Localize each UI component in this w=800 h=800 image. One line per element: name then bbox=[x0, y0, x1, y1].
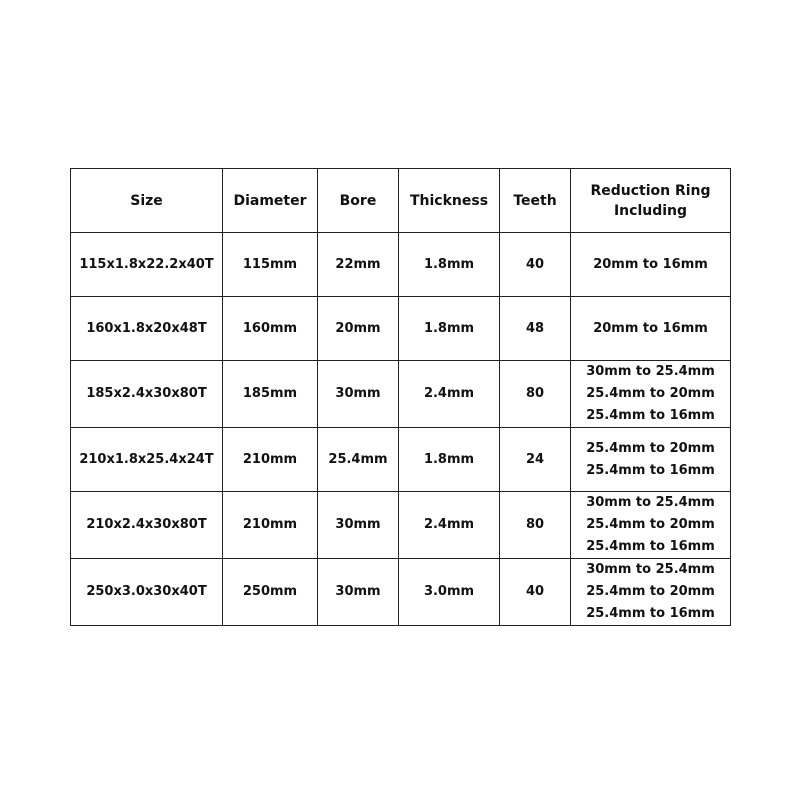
reduction-ring-line: 25.4mm to 16mm bbox=[586, 606, 715, 621]
cell-size: 210x2.4x30x80T bbox=[71, 492, 223, 559]
header-size: Size bbox=[71, 169, 223, 233]
cell-thickness: 1.8mm bbox=[399, 233, 500, 297]
header-bore: Bore bbox=[318, 169, 399, 233]
table-row bbox=[71, 559, 731, 626]
cell-reduction-ring bbox=[571, 428, 731, 492]
cell-teeth: 80 bbox=[500, 361, 571, 428]
cell-thickness: 3.0mm bbox=[399, 559, 500, 626]
reduction-ring-line: 25.4mm to 20mm bbox=[586, 584, 715, 599]
table-body bbox=[71, 233, 731, 626]
cell-reduction-ring bbox=[571, 492, 731, 559]
cell-diameter: 250mm bbox=[223, 559, 318, 626]
cell-thickness: 2.4mm bbox=[399, 361, 500, 428]
cell-size: 185x2.4x30x80T bbox=[71, 361, 223, 428]
reduction-ring-line: 20mm to 16mm bbox=[593, 256, 708, 272]
cell-bore: 30mm bbox=[318, 492, 399, 559]
cell-diameter: 210mm bbox=[223, 492, 318, 559]
cell-bore: 30mm bbox=[318, 559, 399, 626]
cell-thickness: 1.8mm bbox=[399, 428, 500, 492]
cell-reduction-ring bbox=[571, 233, 731, 297]
cell-size: 160x1.8x20x48T bbox=[71, 297, 223, 361]
header-diameter: Diameter bbox=[223, 169, 318, 233]
reduction-ring-line: 30mm to 25.4mm bbox=[586, 495, 715, 510]
header-thickness: Thickness bbox=[399, 169, 500, 233]
reduction-ring-line: 25.4mm to 16mm bbox=[586, 408, 715, 423]
table-row bbox=[71, 361, 731, 428]
cell-diameter: 160mm bbox=[223, 297, 318, 361]
cell-reduction-ring bbox=[571, 559, 731, 626]
cell-teeth: 24 bbox=[500, 428, 571, 492]
cell-size: 115x1.8x22.2x40T bbox=[71, 233, 223, 297]
cell-diameter: 115mm bbox=[223, 233, 318, 297]
cell-bore: 20mm bbox=[318, 297, 399, 361]
cell-diameter: 210mm bbox=[223, 428, 318, 492]
spec-table bbox=[70, 168, 731, 626]
reduction-ring-line: 30mm to 25.4mm bbox=[586, 562, 715, 577]
cell-size: 210x1.8x25.4x24T bbox=[71, 428, 223, 492]
cell-bore: 22mm bbox=[318, 233, 399, 297]
cell-teeth: 40 bbox=[500, 559, 571, 626]
reduction-ring-line: 25.4mm to 16mm bbox=[586, 462, 715, 478]
cell-bore: 25.4mm bbox=[318, 428, 399, 492]
cell-diameter: 185mm bbox=[223, 361, 318, 428]
table-row bbox=[71, 233, 731, 297]
cell-teeth: 80 bbox=[500, 492, 571, 559]
reduction-ring-line: 30mm to 25.4mm bbox=[586, 364, 715, 379]
cell-teeth: 48 bbox=[500, 297, 571, 361]
reduction-ring-line: 25.4mm to 16mm bbox=[586, 539, 715, 554]
reduction-ring-line: 25.4mm to 20mm bbox=[586, 386, 715, 401]
cell-teeth: 40 bbox=[500, 233, 571, 297]
cell-bore: 30mm bbox=[318, 361, 399, 428]
header-reduction-ring: Reduction Ring Including bbox=[571, 169, 731, 233]
reduction-ring-line: 25.4mm to 20mm bbox=[586, 517, 715, 532]
header-teeth: Teeth bbox=[500, 169, 571, 233]
cell-reduction-ring bbox=[571, 297, 731, 361]
reduction-ring-line: 20mm to 16mm bbox=[593, 320, 708, 336]
table-row bbox=[71, 297, 731, 361]
cell-thickness: 2.4mm bbox=[399, 492, 500, 559]
table-header-row bbox=[71, 169, 731, 233]
table-row bbox=[71, 428, 731, 492]
cell-thickness: 1.8mm bbox=[399, 297, 500, 361]
cell-reduction-ring bbox=[571, 361, 731, 428]
reduction-ring-line: 25.4mm to 20mm bbox=[586, 440, 715, 456]
table-row bbox=[71, 492, 731, 559]
cell-size: 250x3.0x30x40T bbox=[71, 559, 223, 626]
